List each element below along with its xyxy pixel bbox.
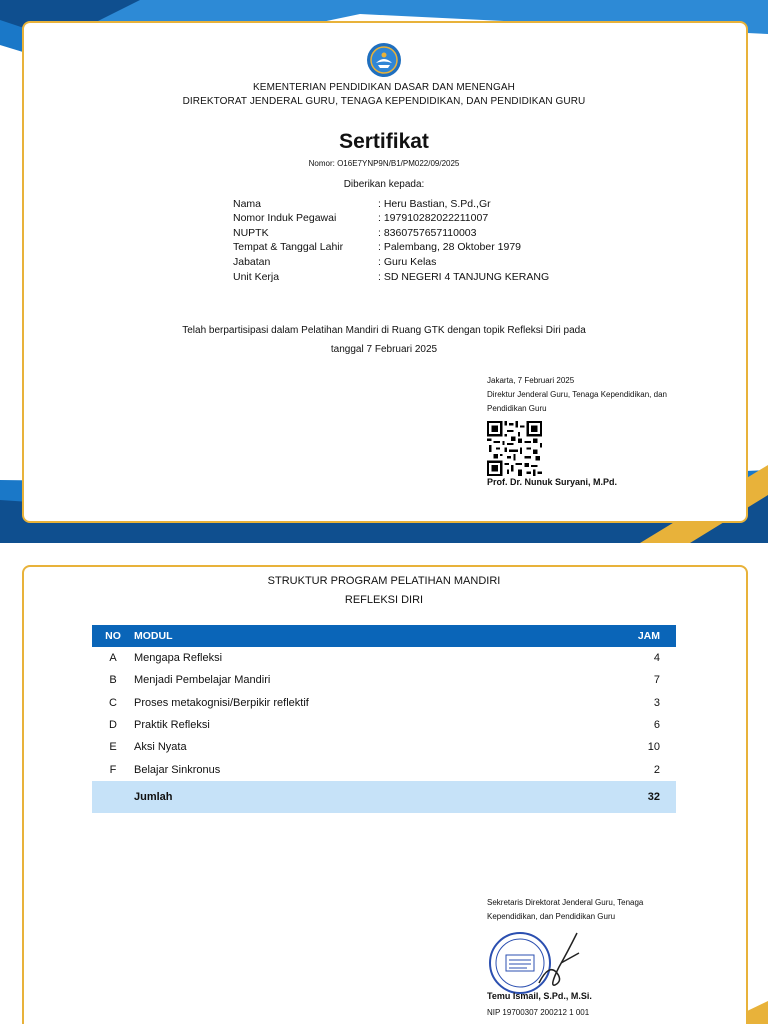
cell-no: A (109, 652, 117, 665)
info-label: Tempat & Tanggal Lahir (233, 241, 344, 253)
certificate-number: Nomor: O16E7YNP9N/B1/PM022/09/2025 (308, 159, 460, 168)
ministry-line-2: DIREKTORAT JENDERAL GURU, TENAGA KEPENDIDIKAN, DAN PENDIDIKAN GURU (182, 96, 586, 107)
table-row (92, 669, 676, 691)
cell-no: D (109, 719, 117, 732)
cell-no: C (109, 696, 117, 709)
secretary-role-line-2: Kependidikan, dan Pendidikan Guru (487, 912, 616, 921)
secretary-role-line-1: Sekretaris Direktorat Jenderal Guru, Tenaga (487, 898, 644, 907)
table-total-row (92, 781, 676, 813)
cell-hours: 10 (647, 741, 660, 754)
cell-hours: 7 (653, 674, 660, 687)
info-label: Jabatan (233, 256, 271, 268)
cell-module: Belajar Sinkronus (134, 763, 221, 776)
cell-no: F (109, 763, 117, 776)
program-structure-page (0, 543, 768, 1024)
header-no: NO (92, 625, 134, 647)
info-label: NUPTK (233, 227, 269, 239)
qr-code-icon (487, 421, 542, 476)
info-value: : Heru Bastian, S.Pd.,Gr (378, 198, 491, 210)
structure-title-line-1: STRUKTUR PROGRAM PELATIHAN MANDIRI (267, 575, 501, 587)
cell-hours: 2 (653, 763, 660, 776)
info-value: : Guru Kelas (378, 256, 437, 268)
sign-role-line-2: Pendidikan Guru (487, 404, 547, 413)
cell-hours: 4 (653, 652, 660, 665)
ministry-line-1: KEMENTERIAN PENDIDIKAN DASAR DAN MENENGAH (253, 82, 515, 93)
table-row (92, 714, 676, 736)
info-label: Unit Kerja (233, 271, 280, 283)
table-row (92, 692, 676, 714)
structure-title-line-2: REFLEKSI DIRI (344, 594, 424, 606)
sign-role-line-1: Direktur Jenderal Guru, Tenaga Kependidikan, dan (487, 390, 667, 399)
cell-module: Mengapa Refleksi (134, 652, 223, 665)
secretary-nip: NIP 19700307 200212 1 001 (487, 1008, 590, 1017)
header-hours: JAM (600, 625, 676, 647)
cell-module: Aksi Nyata (134, 741, 187, 754)
table-row (92, 736, 676, 758)
info-value: : 197910282022211007 (378, 212, 489, 224)
certificate-title: Sertifikat (339, 130, 429, 153)
sign-place-date: Jakarta, 7 Februari 2025 (487, 376, 575, 385)
cell-blank (92, 781, 134, 813)
cell-hours: 6 (653, 719, 660, 732)
info-label: Nama (233, 198, 262, 210)
info-label: Nomor Induk Pegawai (233, 212, 337, 224)
header-module: MODUL (134, 625, 600, 647)
secretary-name: Temu Ismail, S.Pd., M.Si. (487, 991, 592, 1001)
statement-line-1: Telah berpartisipasi dalam Pelatihan Mandiri di Ruang GTK dengan topik Refleksi Diri pada (182, 325, 586, 336)
table-header-row (92, 625, 676, 647)
total-hours: 32 (600, 781, 676, 813)
info-value: : 8360757657110003 (378, 227, 477, 239)
statement-line-2: tanggal 7 Februari 2025 (330, 344, 438, 355)
info-value: : SD NEGERI 4 TANJUNG KERANG (378, 271, 550, 283)
cell-module: Proses metakognisi/Berpikir reflektif (134, 696, 309, 709)
given-to-label: Diberikan kepada: (343, 179, 425, 190)
cell-module: Menjadi Pembelajar Mandiri (134, 674, 271, 687)
cell-no: E (109, 741, 117, 754)
table-row (92, 758, 676, 780)
sign-name: Prof. Dr. Nunuk Suryani, M.Pd. (487, 477, 618, 487)
module-table (92, 625, 676, 813)
cell-no: B (109, 674, 117, 687)
total-label: Jumlah (134, 781, 600, 813)
cell-module: Praktik Refleksi (134, 719, 210, 732)
signature-icon (539, 933, 579, 985)
tut-wuri-handayani-logo (366, 42, 402, 78)
cell-hours: 3 (653, 696, 660, 709)
info-value: : Palembang, 28 Oktober 1979 (378, 241, 522, 253)
table-row (92, 647, 676, 669)
